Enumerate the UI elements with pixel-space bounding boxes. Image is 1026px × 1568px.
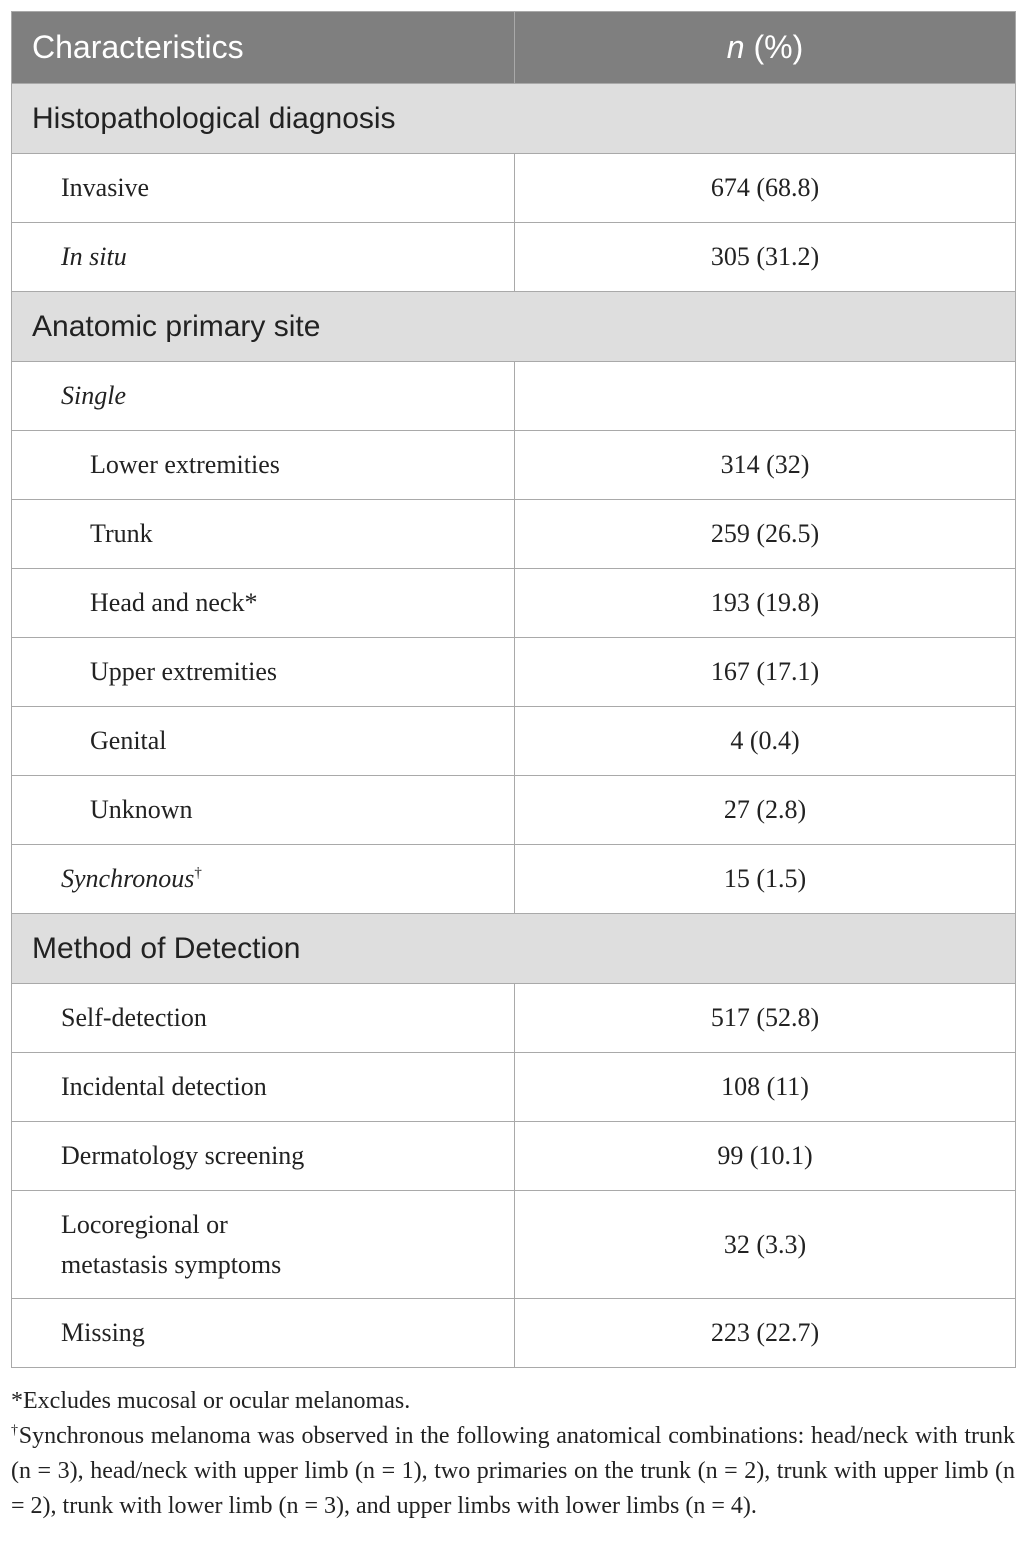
table-row (12, 569, 1016, 638)
footnote-dagger-text: Synchronous melanoma was observed in the following anatomical combinations: head/neck with trunk (n = 3), head/neck with upper limb (n = 1), two primaries on the trunk (n = 2), trunk with upper limb (n = 2), trunk with lower limb (n = 3), and upper limbs with lower limbs (n = 4). (11, 1423, 1015, 1519)
row-label-locoregional (12, 1191, 515, 1299)
row-label: Upper extremities (12, 638, 515, 707)
section-title: Histopathological diagnosis (12, 84, 1016, 154)
row-label: Head and neck* (12, 569, 515, 638)
row-value: 223 (22.7) (515, 1299, 1016, 1368)
table-header-row (12, 12, 1016, 84)
footnote-star: *Excludes mucosal or ocular melanomas. (11, 1388, 411, 1414)
table-row (12, 638, 1016, 707)
table-row (12, 1191, 1016, 1299)
dagger-mark: † (194, 865, 202, 881)
table-footnotes (11, 1384, 1015, 1524)
section-row-method-of-detection (12, 914, 1016, 984)
row-label: Unknown (12, 776, 515, 845)
table-row (12, 1053, 1016, 1122)
table-row (12, 154, 1016, 223)
table-row (12, 431, 1016, 500)
table-row (12, 845, 1016, 914)
row-value: 167 (17.1) (515, 638, 1016, 707)
row-value: 27 (2.8) (515, 776, 1016, 845)
footnote-dagger-mark: † (11, 1423, 19, 1438)
section-row-histopathological (12, 84, 1016, 154)
header-percent: (%) (744, 29, 804, 65)
table-row (12, 707, 1016, 776)
row-value: 4 (0.4) (515, 707, 1016, 776)
row-value: 259 (26.5) (515, 500, 1016, 569)
row-value: 193 (19.8) (515, 569, 1016, 638)
row-label: Trunk (12, 500, 515, 569)
header-n-percent (515, 12, 1016, 84)
section-title: Anatomic primary site (12, 292, 1016, 362)
table-row (12, 362, 1016, 431)
row-label: Lower extremities (12, 431, 515, 500)
row-label: Missing (12, 1299, 515, 1368)
row-value: 517 (52.8) (515, 984, 1016, 1053)
table-row (12, 223, 1016, 292)
row-label: Genital (12, 707, 515, 776)
row-label: Single (12, 362, 515, 431)
row-label: Self-detection (12, 984, 515, 1053)
table-row (12, 984, 1016, 1053)
table-row (12, 776, 1016, 845)
row-value: 314 (32) (515, 431, 1016, 500)
characteristics-table-container (11, 11, 1015, 1368)
table-row (12, 1299, 1016, 1368)
row-label: Invasive (12, 154, 515, 223)
row-value: 32 (3.3) (515, 1191, 1016, 1299)
header-n: n (726, 29, 745, 65)
row-value: 674 (68.8) (515, 154, 1016, 223)
row-label-line-2: metastasis symptoms (61, 1249, 282, 1279)
row-label: Synchronous (61, 864, 195, 893)
row-value: 15 (1.5) (515, 845, 1016, 914)
row-label: Dermatology screening (12, 1122, 515, 1191)
row-value: 305 (31.2) (515, 223, 1016, 292)
row-label-line-1: Locoregional or (61, 1209, 228, 1239)
footnote-dagger (11, 1419, 1015, 1524)
characteristics-table (11, 11, 1016, 1368)
table-row (12, 1122, 1016, 1191)
table-row (12, 500, 1016, 569)
section-row-anatomic-site (12, 292, 1016, 362)
row-label: In situ (12, 223, 515, 292)
row-label-synchronous (12, 845, 515, 914)
row-value: 99 (10.1) (515, 1122, 1016, 1191)
row-value: 108 (11) (515, 1053, 1016, 1122)
header-characteristics: Characteristics (12, 12, 515, 84)
section-title: Method of Detection (12, 914, 1016, 984)
row-value (515, 362, 1016, 431)
row-label: Incidental detection (12, 1053, 515, 1122)
